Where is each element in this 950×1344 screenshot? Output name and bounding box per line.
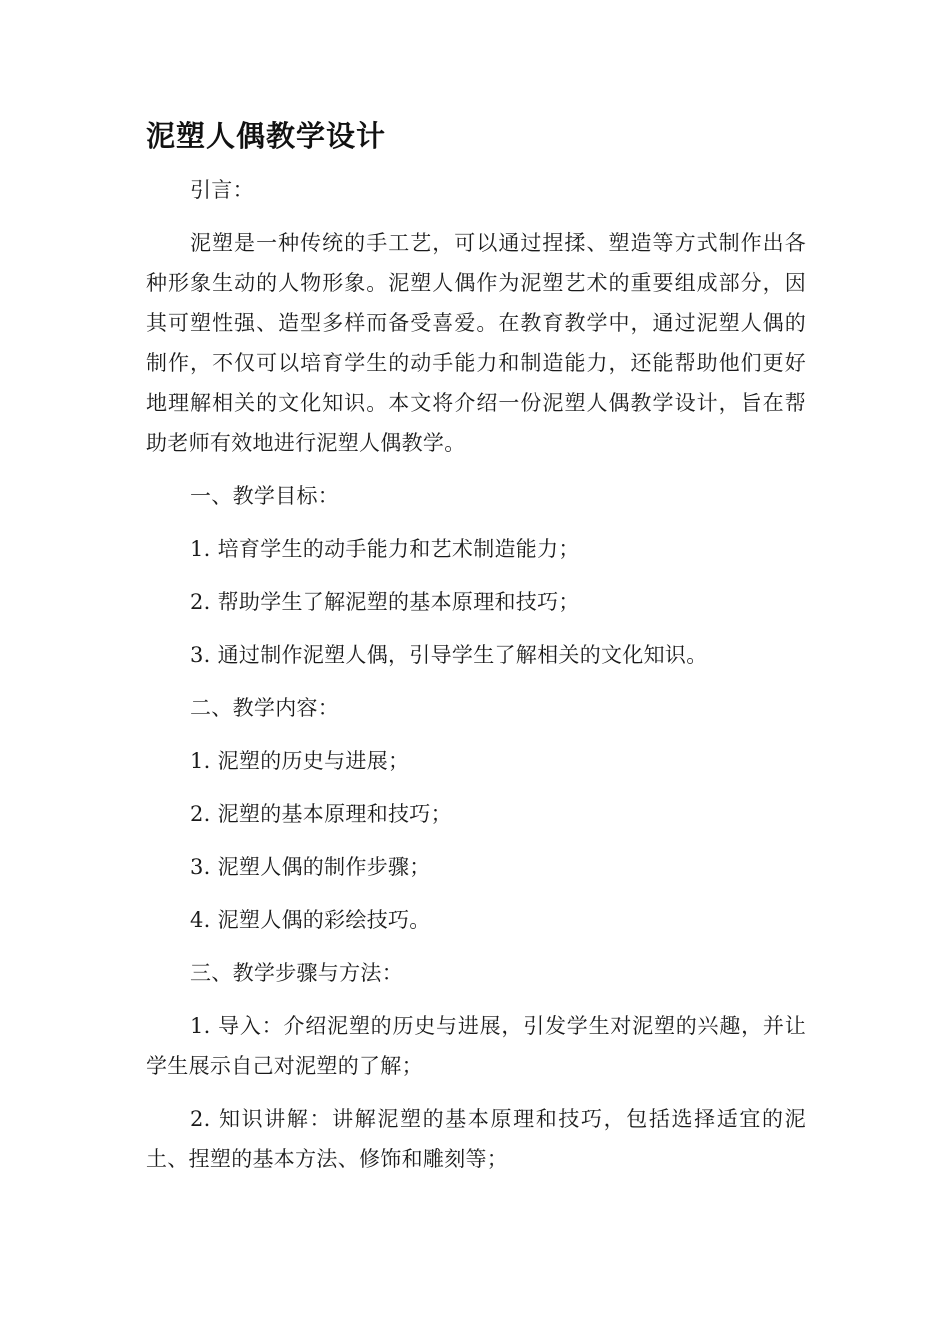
list-item: 3. 通过制作泥塑人偶，引导学生了解相关的文化知识。 <box>190 643 708 667</box>
section-heading-content: 二、教学内容： <box>190 696 340 720</box>
intro-heading: 引言： <box>190 178 254 202</box>
list-item: 2. 泥塑的基本原理和技巧； <box>190 802 452 826</box>
list-item: 2. 帮助学生了解泥塑的基本原理和技巧； <box>190 590 580 614</box>
list-item: 3. 泥塑人偶的制作步骤； <box>190 855 431 879</box>
list-item: 4. 泥塑人偶的彩绘技巧。 <box>190 908 431 932</box>
intro-paragraph: 泥塑是一种传统的手工艺，可以通过捏揉、塑造等方式制作出各种形象生动的人物形象。泥塑人偶作为泥塑艺术的重要组成部分，因其可塑性强、造型多样而备受喜爱。在教育教学中，通过泥塑人偶的制作，不仅可以培育学生的动手能力和制造能力，还能帮助他们更好地理解相关的文化知识。本文将介绍一份泥塑人偶教学设计，旨在帮助老师有效地进行泥塑人偶教学。 <box>146 231 806 455</box>
list-item: 1. 培育学生的动手能力和艺术制造能力； <box>190 537 580 561</box>
list-item: 1. 泥塑的历史与进展； <box>190 749 410 773</box>
section-heading-steps: 三、教学步骤与方法： <box>190 961 403 985</box>
document-title: 泥塑人偶教学设计 <box>146 119 387 153</box>
list-item: 1. 导入：介绍泥塑的历史与进展，引发学生对泥塑的兴趣，并让学生展示自己对泥塑的了解； <box>146 1014 806 1078</box>
list-item: 2. 知识讲解：讲解泥塑的基本原理和技巧，包括选择适宜的泥土、捏塑的基本方法、修饰和雕刻等； <box>146 1107 806 1171</box>
document-body <box>146 110 806 1192</box>
section-heading-goals: 一、教学目标： <box>190 484 340 508</box>
